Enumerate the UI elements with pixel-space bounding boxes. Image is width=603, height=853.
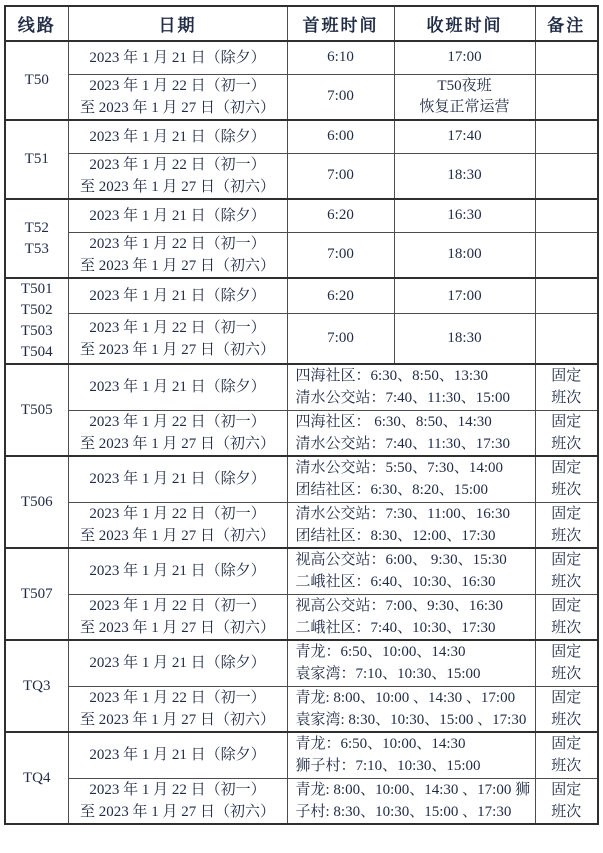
- line-cell: [5, 41, 68, 120]
- table-row: [5, 410, 598, 456]
- last-bus-time-line: 16:30: [447, 207, 482, 224]
- date-line: 2023 年 1 月 21 日（除夕）: [89, 207, 266, 224]
- note-cell: [535, 314, 598, 364]
- table-row: [5, 278, 598, 314]
- table-row: [5, 778, 598, 824]
- line-cell: [5, 199, 68, 278]
- date-line: 2023 年 1 月 21 日（除夕）: [89, 747, 266, 764]
- first-bus-time-cell: 7:00: [287, 153, 394, 199]
- schedule-line: 清水公交站：7:40、11:30、15:00: [295, 390, 510, 407]
- note-line: 班次: [551, 435, 582, 452]
- note-line: 固定: [551, 736, 582, 753]
- note-cell: [535, 640, 598, 686]
- date-cell: [68, 456, 287, 502]
- table-row: [5, 153, 598, 199]
- date-line: 至 2023 年 1 月 27 日（初六）: [79, 435, 275, 452]
- note-cell: [535, 410, 598, 456]
- last-bus-time-cell: [394, 314, 535, 364]
- last-bus-time-cell: [394, 199, 535, 232]
- schedule-line: 清水公交站：7:30、11:00、16:30: [295, 505, 510, 522]
- date-cell: [68, 74, 287, 120]
- line-label: T504: [20, 344, 53, 360]
- first-bus-time-cell: 6:20: [287, 278, 394, 314]
- date-line: 2023 年 1 月 21 日（除夕）: [89, 49, 266, 66]
- note-cell: [535, 41, 598, 74]
- note-line: 班次: [551, 758, 582, 775]
- schedule-line: 袁家湾: 8:30、10:30、15:00 、17:30: [295, 711, 527, 728]
- bus-schedule-table: [4, 5, 599, 825]
- date-line: 至 2023 年 1 月 27 日（初六）: [79, 178, 275, 195]
- note-cell: [535, 686, 598, 732]
- schedule-cell: [287, 456, 535, 502]
- schedule-line: 袁家湾：7:10、10:30、15:00: [295, 666, 481, 683]
- note-line: 固定: [551, 644, 582, 661]
- date-cell: [68, 410, 287, 456]
- note-cell: [535, 364, 598, 410]
- date-line: 至 2023 年 1 月 27 日（初六）: [79, 99, 275, 116]
- note-line: 固定: [551, 597, 582, 614]
- note-line: 班次: [551, 390, 582, 407]
- date-cell: [68, 153, 287, 199]
- note-line: 班次: [551, 482, 582, 499]
- schedule-cell: [287, 410, 535, 456]
- table-row: [5, 686, 598, 732]
- last-bus-time-line: 17:40: [447, 128, 482, 145]
- date-line: 至 2023 年 1 月 27 日（初六）: [79, 711, 275, 728]
- date-line: 至 2023 年 1 月 27 日（初六）: [79, 527, 275, 544]
- schedule-line: 团结社区：6:30、8:20、15:00: [295, 482, 489, 499]
- first-bus-time-cell: 7:00: [287, 314, 394, 364]
- date-cell: [68, 640, 287, 686]
- date-cell: [68, 199, 287, 232]
- line-label: T503: [20, 323, 53, 339]
- schedule-cell: [287, 778, 535, 824]
- date-cell: [68, 502, 287, 548]
- schedule-cell: [287, 640, 535, 686]
- note-line: 固定: [551, 413, 582, 430]
- date-line: 2023 年 1 月 21 日（除夕）: [89, 379, 266, 396]
- schedule-line: 二峨社区：7:40、10:30、17:30: [295, 619, 496, 636]
- date-line: 2023 年 1 月 21 日（除夕）: [89, 128, 266, 145]
- note-cell: [535, 153, 598, 199]
- date-line: 至 2023 年 1 月 27 日（初六）: [79, 619, 275, 636]
- note-cell: [535, 732, 598, 778]
- date-cell: [68, 732, 287, 778]
- note-line: 固定: [551, 689, 582, 706]
- date-cell: [68, 548, 287, 594]
- note-line: 班次: [551, 666, 582, 683]
- last-bus-time-line: 18:30: [447, 330, 482, 347]
- note-line: 班次: [551, 711, 582, 728]
- table-row: [5, 120, 598, 153]
- date-line: 2023 年 1 月 22 日（初一）: [89, 505, 266, 522]
- date-line: 2023 年 1 月 22 日（初一）: [89, 689, 266, 706]
- column-header: 备注: [535, 6, 598, 41]
- note-line: 固定: [551, 781, 582, 798]
- date-line: 2023 年 1 月 22 日（初一）: [89, 77, 266, 94]
- schedule-line: 青龙：6:50、10:00、14:30: [295, 644, 466, 661]
- line-cell: [5, 120, 68, 199]
- table-row: [5, 41, 598, 74]
- schedule-line: 清水公交站：7:40、11:30、17:30: [295, 435, 510, 452]
- note-cell: [535, 278, 598, 314]
- note-cell: [535, 74, 598, 120]
- first-bus-time-cell: 7:00: [287, 232, 394, 278]
- schedule-line: 四海社区：6:30、8:50、13:30: [295, 368, 489, 385]
- date-cell: [68, 120, 287, 153]
- schedule-line: 清水公交站：5:50、7:30、14:00: [295, 460, 504, 477]
- note-cell: [535, 548, 598, 594]
- column-header: 线路: [5, 6, 68, 41]
- date-line: 2023 年 1 月 22 日（初一）: [89, 235, 266, 252]
- date-line: 2023 年 1 月 22 日（初一）: [89, 597, 266, 614]
- last-bus-time-line: 18:00: [447, 246, 482, 263]
- note-line: 班次: [551, 803, 582, 820]
- table-row: [5, 74, 598, 120]
- schedule-cell: [287, 502, 535, 548]
- date-line: 2023 年 1 月 22 日（初一）: [89, 319, 266, 336]
- schedule-cell: [287, 594, 535, 640]
- line-cell: [5, 278, 68, 364]
- date-line: 至 2023 年 1 月 27 日（初六）: [79, 341, 275, 358]
- line-cell: [5, 456, 68, 548]
- line-label: T51: [24, 151, 49, 167]
- last-bus-time-line: 18:30: [447, 167, 482, 184]
- schedule-line: 狮子村：7:10、10:30、15:00: [295, 758, 481, 775]
- schedule-cell: [287, 732, 535, 778]
- line-label: T502: [20, 302, 53, 318]
- note-cell: [535, 199, 598, 232]
- line-label: T506: [20, 493, 53, 510]
- line-label: T505: [20, 401, 53, 418]
- date-cell: [68, 232, 287, 278]
- table-row: [5, 548, 598, 594]
- date-cell: [68, 278, 287, 314]
- schedule-line: 四海社区： 6:30、8:50、14:30: [295, 413, 492, 430]
- note-line: 班次: [551, 574, 582, 591]
- note-cell: [535, 456, 598, 502]
- table-row: [5, 502, 598, 548]
- date-line: 2023 年 1 月 22 日（初一）: [89, 413, 266, 430]
- date-cell: [68, 41, 287, 74]
- line-label: TQ3: [23, 677, 51, 694]
- line-label: T507: [20, 585, 53, 602]
- last-bus-time-line: 17:00: [447, 49, 482, 66]
- table-row: [5, 456, 598, 502]
- first-bus-time-cell: 6:00: [287, 120, 394, 153]
- schedule-line: 视高公交站：6:00、 9:30、15:30: [295, 552, 507, 569]
- schedule-line: 青龙: 8:00、10:00 、14:30 、17:00: [295, 689, 516, 706]
- table-row: [5, 640, 598, 686]
- date-line: 2023 年 1 月 21 日（除夕）: [89, 288, 266, 305]
- table-row: [5, 364, 598, 410]
- line-cell: [5, 364, 68, 456]
- note-cell: [535, 778, 598, 824]
- schedule-line: 青龙: 8:00、10:00、14:30 、17:00 狮: [295, 781, 531, 798]
- schedule-cell: [287, 548, 535, 594]
- line-label: TQ4: [23, 769, 51, 786]
- last-bus-time-cell: [394, 232, 535, 278]
- date-cell: [68, 686, 287, 732]
- first-bus-time-cell: 6:10: [287, 41, 394, 74]
- note-line: 固定: [551, 505, 582, 522]
- schedule-line: 青龙：6:50、10:00、14:30: [295, 736, 466, 753]
- first-bus-time-cell: 6:20: [287, 199, 394, 232]
- last-bus-time-cell: [394, 74, 535, 120]
- date-line: 2023 年 1 月 21 日（除夕）: [89, 655, 266, 672]
- column-header: 首班时间: [287, 6, 394, 41]
- note-cell: [535, 120, 598, 153]
- note-line: 固定: [551, 460, 582, 477]
- last-bus-time-line: T50夜班: [437, 77, 492, 94]
- line-label: T52: [24, 219, 49, 236]
- schedule-line: 二峨社区：6:40、10:30、16:30: [295, 574, 496, 591]
- table-header-row: [5, 6, 598, 41]
- table-row: [5, 199, 598, 232]
- schedule-line: 视高公交站：7:00、9:30、16:30: [295, 597, 504, 614]
- note-line: 固定: [551, 552, 582, 569]
- line-label: T501: [20, 281, 53, 297]
- date-line: 至 2023 年 1 月 27 日（初六）: [79, 803, 275, 820]
- note-line: 班次: [551, 527, 582, 544]
- last-bus-time-cell: [394, 153, 535, 199]
- first-bus-time-cell: 7:00: [287, 74, 394, 120]
- last-bus-time-line: 恢复正常运营: [419, 98, 510, 115]
- date-cell: [68, 364, 287, 410]
- date-line: 2023 年 1 月 21 日（除夕）: [89, 563, 266, 580]
- last-bus-time-cell: [394, 278, 535, 314]
- note-cell: [535, 502, 598, 548]
- note-cell: [535, 232, 598, 278]
- date-cell: [68, 314, 287, 364]
- line-label: T50: [24, 72, 49, 88]
- date-line: 2023 年 1 月 22 日（初一）: [89, 781, 266, 798]
- date-cell: [68, 594, 287, 640]
- date-line: 2023 年 1 月 21 日（除夕）: [89, 471, 266, 488]
- last-bus-time-line: 17:00: [447, 287, 482, 304]
- schedule-line: 团结社区：8:30、12:00、17:30: [295, 527, 496, 544]
- table-row: [5, 314, 598, 364]
- column-header: 收班时间: [394, 6, 535, 41]
- line-label: T53: [24, 240, 49, 257]
- schedule-cell: [287, 686, 535, 732]
- note-line: 固定: [551, 368, 582, 385]
- note-cell: [535, 594, 598, 640]
- date-line: 2023 年 1 月 22 日（初一）: [89, 156, 266, 173]
- table-row: [5, 732, 598, 778]
- date-cell: [68, 778, 287, 824]
- line-cell: [5, 640, 68, 732]
- schedule-line: 子村: 8:30、10:30、15:00 、17:30: [295, 803, 512, 820]
- date-line: 至 2023 年 1 月 27 日（初六）: [79, 257, 275, 274]
- line-cell: [5, 732, 68, 824]
- table-row: [5, 594, 598, 640]
- last-bus-time-cell: [394, 41, 535, 74]
- line-cell: [5, 548, 68, 640]
- table-row: [5, 232, 598, 278]
- column-header: 日期: [68, 6, 287, 41]
- schedule-cell: [287, 364, 535, 410]
- note-line: 班次: [551, 619, 582, 636]
- last-bus-time-cell: [394, 120, 535, 153]
